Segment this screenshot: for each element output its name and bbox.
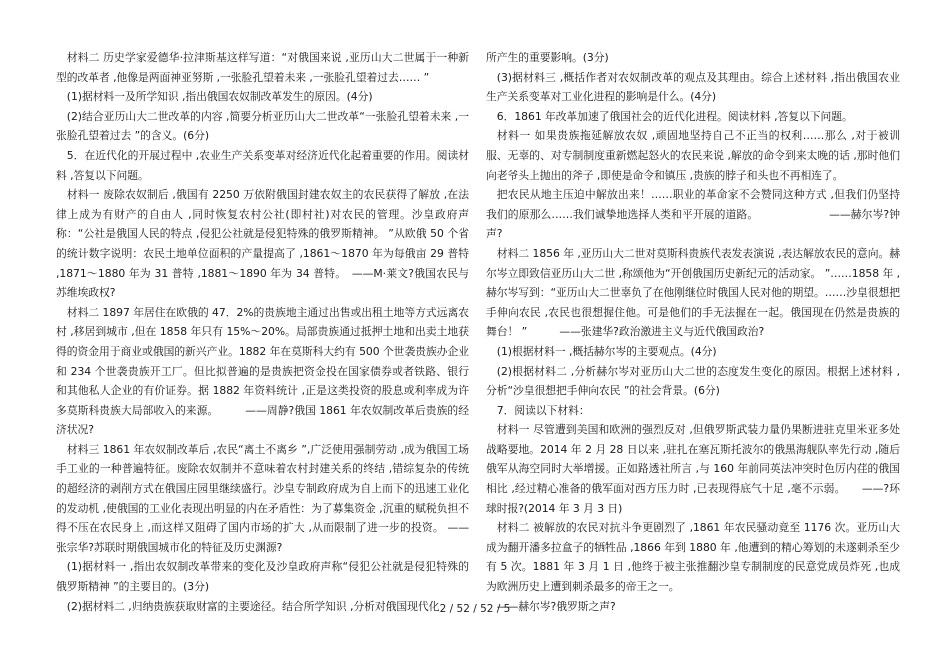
section-5-material-2: 材料二 1897 年居住在欧俄的 47．2%的贵族地主通过出售或出租土地等方式远离农村 ,移居到城市 ,但在 1858 年只有 15%～20%。局部贵族通过抵押土地和出卖土地获得的资金用于商业或俄国的新兴产业。1882 年在莫斯科大约有 500 个世袭贵族办企业和 234 个世袭贵族开工厂。但比拟普遍的是贵族把资金投在国家债券或者铁路、银行和其他私人企业的有价证券。据 1882 年资料统计 ,正是这类投资的股息或利率成为许多莫斯科贵族大局部收入的来源。 ——周静?俄国 1861 年农奴制改革后贵族的经济状况? [56, 305, 469, 437]
section-7-source: ——赫尔岑?俄罗斯之声? [496, 599, 616, 613]
section-5-material-3: 材料三 1861 年农奴制改革后 ,农民“离土不离乡 ”,广泛使用强制劳动 ,成为俄国工场手工业的一种普遍特征。废除农奴制并不意味着农村封建关系的终结 ,错综复杂的传统的超经济的剥削方式在俄国庄园里继续盛行。沙皇专制政府成为自上而下的迅速工业化的发动机 ,使俄国的工业化表现出明显的内在矛盾性：为了募集资金 ,沉重的赋税负担不得不压在农民身上 ,而这样又阻碍了国内市场的扩大 ,从而限制了进一步的投资。 ——张宗华?苏联时期俄国城市化的特征及历史渊源? [56, 442, 469, 554]
section-6-material-1-cont: 把农民从地主压迫中解放出来！……职业的革命家不会赞同这种方式 ,但我们仍坚持我们的原那么……我们诚挚地选择人类和平开展的道路。 ——赫尔岑?钟声? [486, 188, 900, 241]
question-2: (2)结合亚历山大二世改革的内容 ,简要分析亚历山大二世改革“一张脸孔望着未来 ,一张脸孔望着过去 ”的含义。(6分) [56, 109, 469, 143]
section-5-heading: 5．在近代化的开展过程中 ,农业生产关系变革对经济近代化起着重要的作用。阅读材料 ,答复以下问题。 [56, 148, 469, 182]
section-5-question-3: (3)据材料三 ,概括作者对农奴制改革的观点及其理由。综合上述材料 ,指出俄国农业生产关系变革对工业化进程的影响是什么。(4分) [486, 70, 900, 104]
section-5-question-2-cont: 所产生的重要影响。(3分) [486, 51, 609, 64]
section-6-heading: 6．1861 年改革加速了俄国社会的近代化进程。阅读材料 ,答复以下问题。 [496, 109, 853, 123]
question-1: (1)据材料一及所学知识 ,指出俄国农奴制改革发生的原因。(4分) [66, 90, 373, 104]
section-6-question-2: (2)根据材料二 ,分析赫尔岑对亚历山大二世的态度发生变化的原因。根据上述材料 ,分析“沙皇很想把手伸向农民 ”的社会背景。(6分) [486, 364, 900, 398]
section-5-question-2: (2)据材料二 ,归纳贵族获取财富的主要途径。结合所学知识 ,分析对俄国现代化 [66, 599, 440, 613]
section-6-question-1: (1)根据材料一 ,概括赫尔岑的主要观点。(4分) [496, 344, 717, 358]
section-6-material-2: 材料二 1856 年 ,亚历山大二世对莫斯科贵族代表发表演说 ,表达解放农民的意向。赫尔岑立即致信亚历山大二世 ,称颂他为“开创俄国历史新纪元的活动家。 ”……1858 年 ,赫尔岑写到：“亚历山大二世辜负了在他刚继位时俄国人民对他的期望。……沙皇很想把手伸向农民 ,农民也很想握住他。可是他们的手无法握在一起。俄国现在仍然是贵族的舞台！ ” ——张建华?政治激进主义与近代俄国政治? [486, 246, 900, 339]
section-5-question-1: (1)据材料一 ,指出农奴制改革带来的变化及沙皇政府声称“侵犯公社就是侵犯特殊的俄罗斯精神 ”的主要目的。(3分) [56, 560, 469, 594]
section-5-material-1: 材料一 废除农奴制后 ,俄国有 2250 万依附俄国封建农奴主的农民获得了解放 ,在法律上成为有财产的自由人 ,同时恢复农村公社(即村社)对农民的管理。沙皇政府声称：“公社是俄国人民的特点 ,侵犯公社就是侵犯特殊的俄罗斯精神。 ”从欧俄 50 个省的统计数字说明：农民土地单位面积的产量提高了 ,1861～1870 年为每俄亩 29 普特 ,1871～1880 年为 31 普特 ,1881～1890 年为 34 普特。 ——M·莱文?俄国农民与苏维埃政权? [56, 188, 469, 300]
material-2-quote: 材料二 历史学家爱德华·拉津斯基这样写道：“对俄国来说 ,亚历山大二世属于一种新型的改革者 ,他像是两面神亚努斯 ,一张脸孔望着未来 ,一张脸孔望着过去…… ” [56, 51, 469, 84]
section-6-material-1: 材料一 如果贵族拖延解放农奴 ,顽固地坚持自己不正当的权利……那么 ,对于被训服、无辜的、对专制制度重新燃起怒火的农民来说 ,解放的命令到来太晚的话 ,那时他们向老爷头上抛出的斧子 ,即使是命令和镇压 ,贵族的脖子和头也不再相连了。 [486, 129, 900, 182]
section-7-heading: 7．阅读以下材料： [496, 403, 590, 417]
section-7-material-2: 材料二 被解放的农民对抗斗争更剧烈了 ,1861 年农民骚动竟至 1176 次。亚历山大成为翻开潘多拉盒子的牺牲品 ,1866 年到 1880 年 ,他遭到的精心筹划的未遂刺杀至少有 5 次。1881 年 3 月 1 日 ,他终于被主张推翻沙皇专制制度的民意党成员炸死 ,也成为欧洲历史上遭到刺杀最多的帝王之一。 [486, 521, 900, 594]
section-7-material-1: 材料一 尽管遭到美国和欧洲的强烈反对 ,但俄罗斯武装力量仍果断进驻克里米亚多处战略要地。2014 年 2 月 28 日以来 ,驻扎在塞瓦斯托波尔的俄黑海舰队率先行动 ,随后俄军从海空同时大举增援。正如路透社所言 ,与 160 年前同英法冲突时色厉内荏的俄国相比 ,经过精心准备的俄军面对西方压力时 ,已表现得底气十足 ,毫不示弱。 ——?环球时报?(2014 年 3 月 3 日) [486, 423, 900, 515]
right-column [486, 48, 900, 616]
left-column [56, 48, 469, 616]
page-number: 2 / 52 / 52 / 5 [439, 603, 511, 615]
